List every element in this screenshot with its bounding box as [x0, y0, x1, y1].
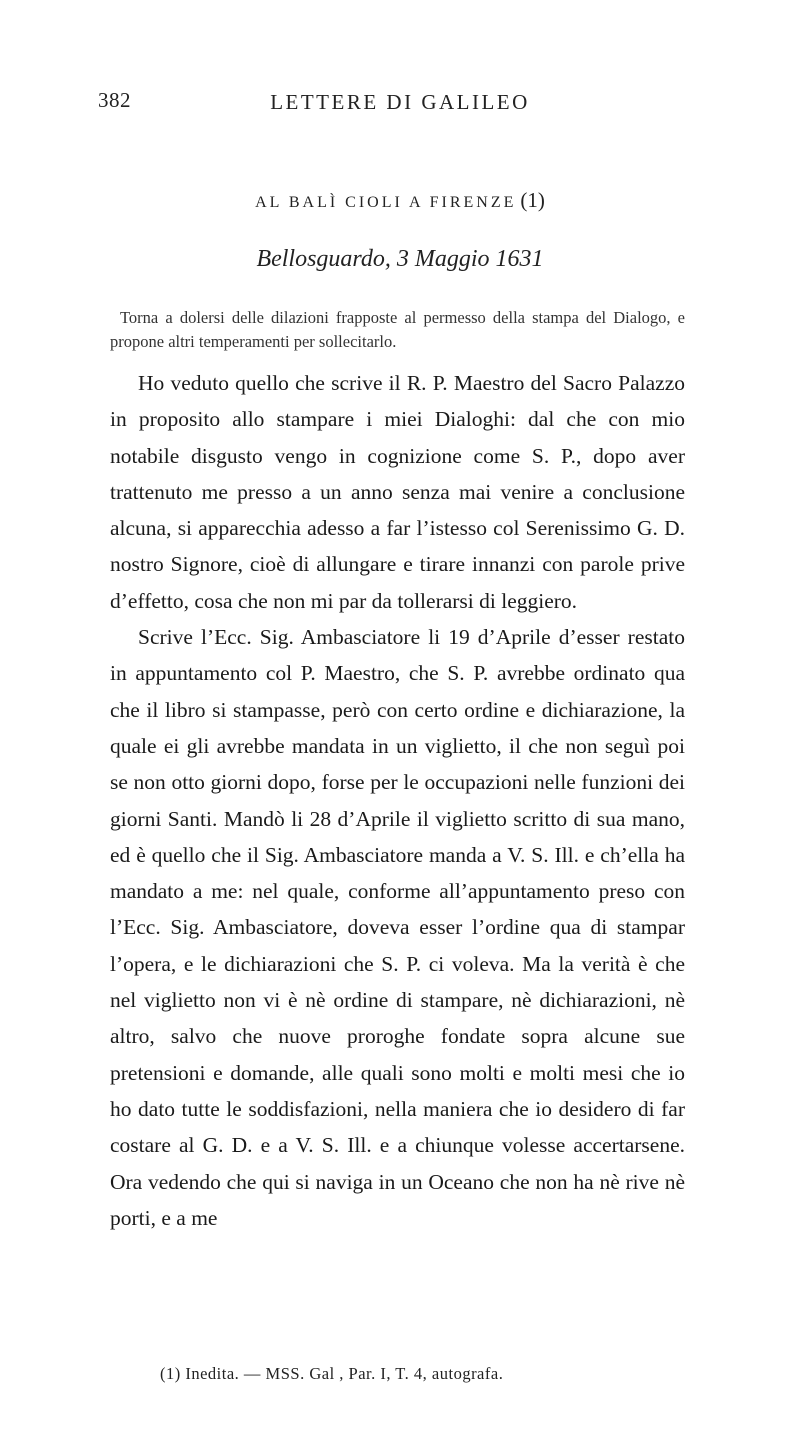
letter-summary: [110, 306, 685, 354]
body-paragraph-1: Ho veduto quello che scrive il R. P. Maestro del Sacro Palazzo in proposito allo stampare i miei Dialoghi: dal che con mio notabile disgusto vengo in cognizione come S. P., dopo aver trattenuto me presso a un anno senza mai venire a conclusione alcuna, si apparecchia adesso a far l’istesso col Serenissimo G. D. nostro Signore, cioè di allungare e tirare innanzi con parole prive d’effetto, cosa che non mi par da tollerarsi di leggiero.: [110, 371, 685, 613]
letter-dateline: Bellosguardo, 3 Maggio 1631: [256, 246, 544, 272]
page-number: 382: [98, 88, 131, 112]
body-paragraph-2: Scrive l’Ecc. Sig. Ambasciatore li 19 d’Aprile d’esser restato in appuntamento col P. Maestro, che S. P. avrebbe ordinato qua che il libro si stampasse, però con certo ordine e dichiarazione, la quale ei gli avrebbe mandata in un viglietto, il che non seguì poi se non otto giorni dopo, forse per le occupazioni nelle funzioni dei giorni Santi. Mandò li 28 d’Aprile il viglietto scritto di sua mano, ed è quello che il Sig. Ambasciatore manda a V. S. Ill. e ch’ella ha mandato a me: nel quale, conforme all’appuntamento preso con l’Ecc. Sig. Ambasciatore, doveva esser l’ordine qua di stampar l’opera, e le dichiarazioni che S. P. ci voleva. Ma la verità è che nel viglietto non vi è nè ordine di stampare, nè dichiarazioni, nè altro, salvo che nuove proroghe fondate sopra alcune sue pretensioni e domande, alle quali sono molti e molti mesi che io ho dato tutte le soddisfazioni, nella maniera che io desidero di far costare al G. D. e a V. S. Ill. e a chiunque volesse accertarsene. Ora vedendo che qui si naviga in un Oceano che non ha nè rive nè porti, e a me: [110, 625, 685, 1230]
footnote: (1) Inedita. — MSS. Gal , Par. I, T. 4, autografa.: [160, 1364, 504, 1383]
footnote-reference: (1): [520, 188, 545, 212]
summary-text: Torna a dolersi delle dilazioni frapposte al permesso della stampa del Dialogo, e propone altri temperamenti per sollecitarlo.: [110, 308, 685, 351]
letter-address: [0, 188, 800, 213]
address-text: AL BALÌ CIOLI A FIRENZE: [255, 194, 517, 211]
running-head: LETTERE DI GALILEO: [270, 90, 530, 114]
letter-body: [110, 365, 685, 1236]
